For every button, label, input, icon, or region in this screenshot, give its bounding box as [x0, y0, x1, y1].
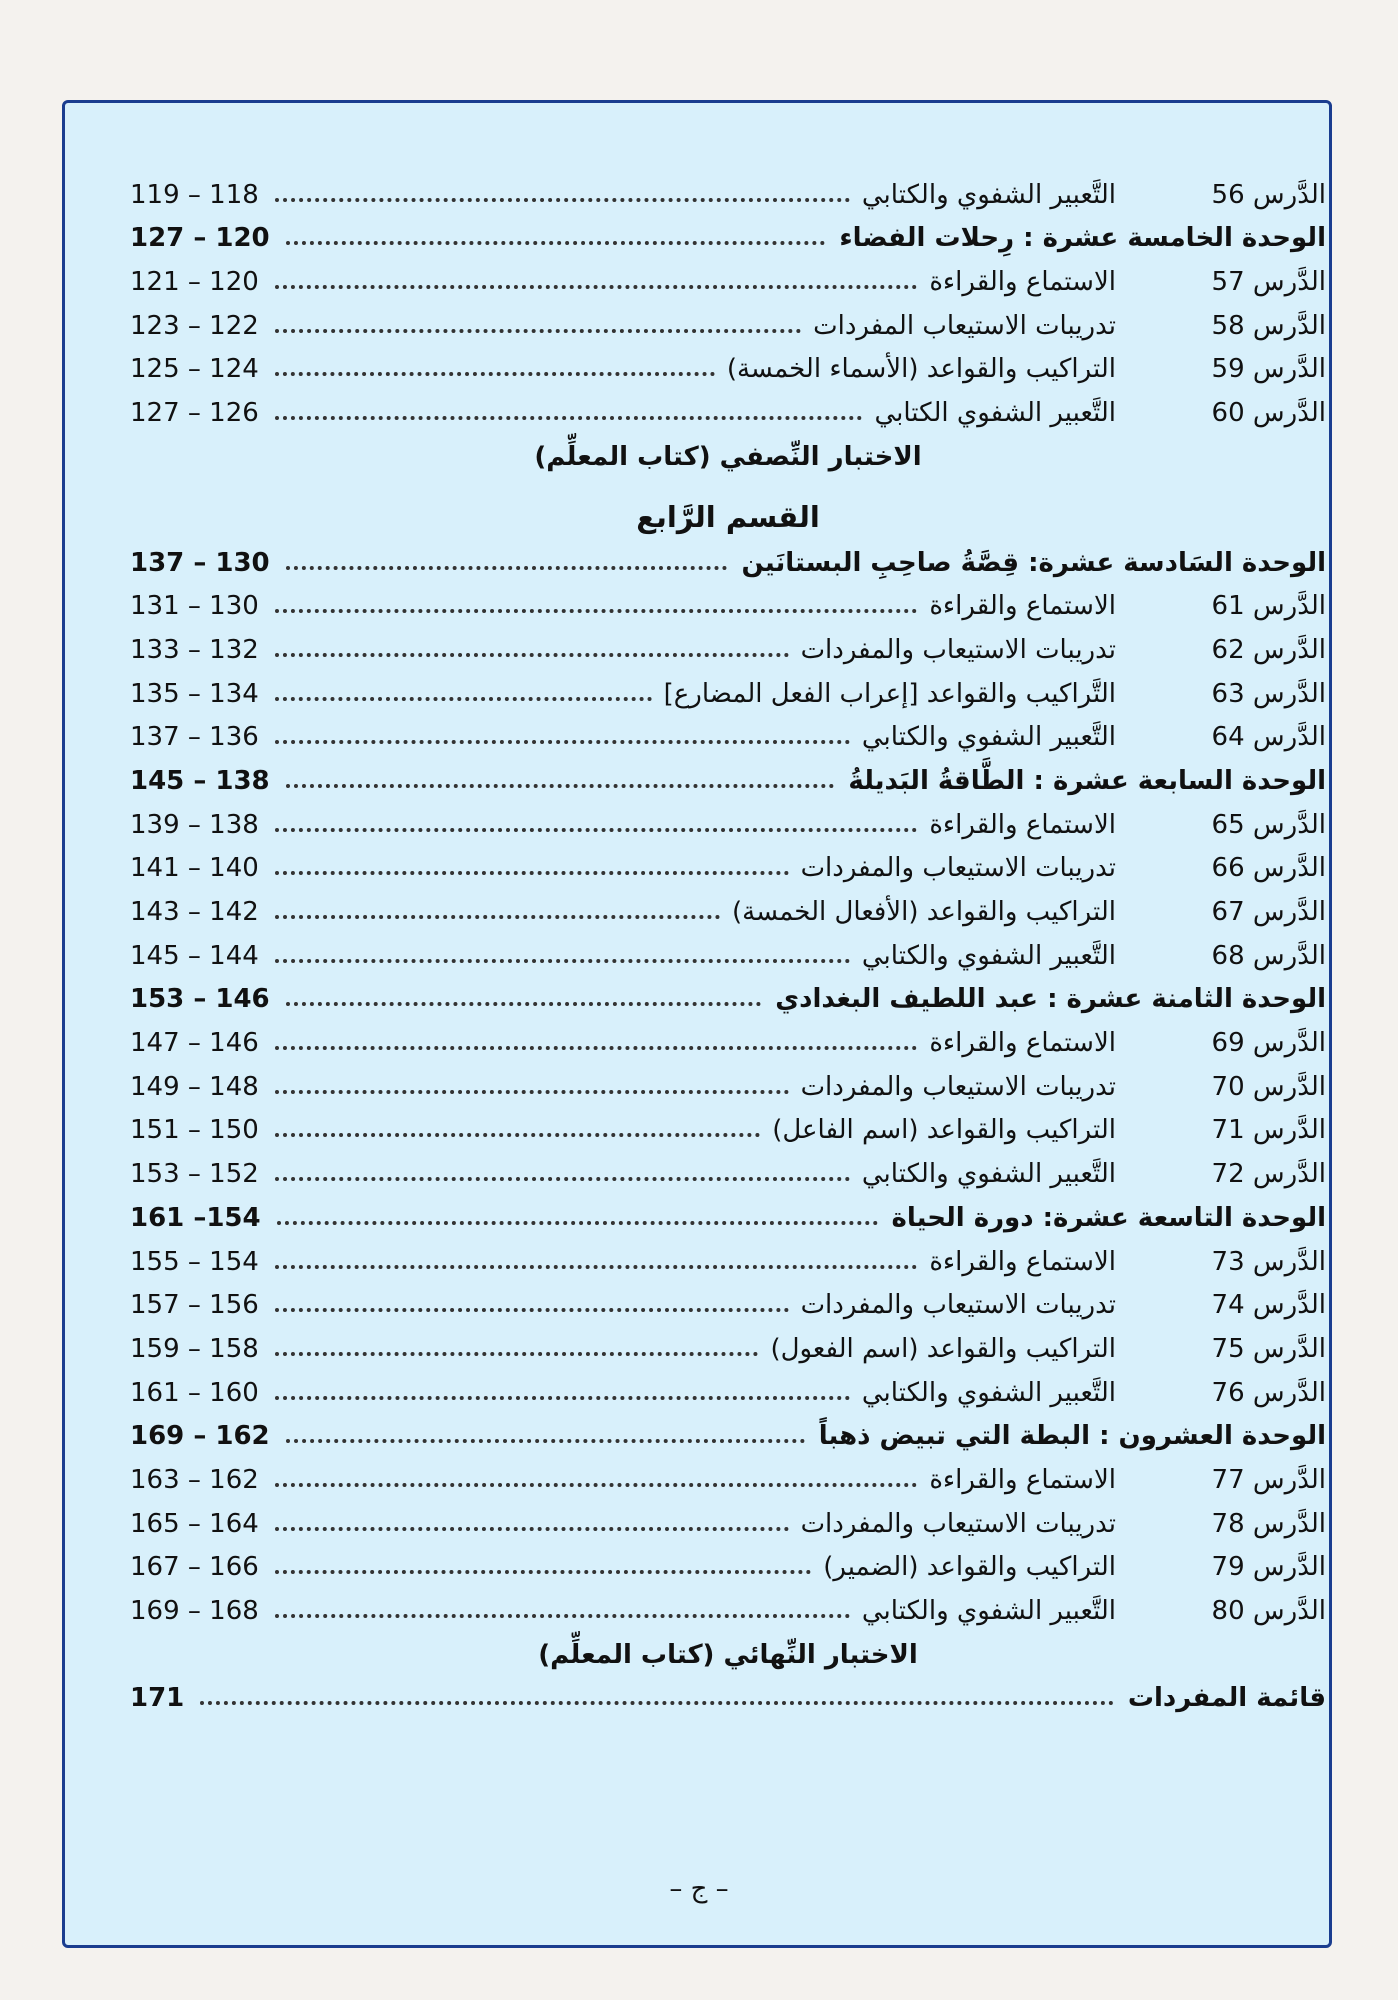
vocabulary-entry	[130, 1674, 1326, 1718]
lesson-entry	[130, 1586, 1326, 1630]
page-range: 161 – 160	[130, 1377, 259, 1408]
lesson-number: الدَّرس 73	[1211, 1246, 1326, 1277]
page-range: 127 – 120	[130, 223, 270, 254]
page-range: 153 – 146	[130, 984, 270, 1015]
unit-entry	[130, 975, 1326, 1019]
lesson-entry	[130, 1499, 1326, 1543]
page-range: 165 – 164	[130, 1508, 259, 1539]
page-range: 133 – 132	[130, 634, 259, 665]
entry-title: تدريبات الاستيعاب والمفردات	[800, 1071, 1116, 1102]
dot-leader	[275, 740, 850, 744]
dot-leader	[275, 1396, 850, 1400]
page-range: 145 – 144	[130, 940, 259, 971]
dot-leader	[275, 871, 789, 875]
unit-entry	[130, 1193, 1326, 1237]
entry-title: التَّعبير الشفوي والكتابي	[861, 1377, 1116, 1408]
dot-leader	[275, 1483, 918, 1487]
page-range: 137 – 136	[130, 722, 259, 753]
page-range: 169 – 168	[130, 1596, 259, 1626]
lesson-entry	[130, 713, 1326, 757]
lesson-number: الدَّرس 62	[1211, 634, 1326, 665]
lesson-number: الدَّرس 71	[1211, 1115, 1326, 1146]
dot-leader	[275, 1265, 918, 1269]
dot-leader	[275, 697, 652, 701]
lesson-number: الدَّرس 78	[1211, 1508, 1326, 1539]
unit-entry	[130, 756, 1326, 800]
lesson-number: الدَّرس 72	[1211, 1159, 1326, 1190]
entry-title: الوحدة الثامنة عشرة : عبد اللطيف البغدادي	[775, 984, 1326, 1015]
lesson-number: الدَّرس 69	[1211, 1028, 1326, 1059]
lesson-number: الدَّرس 76	[1211, 1377, 1326, 1408]
entry-title: التَّراكيب والقواعد [إعراب الفعل المضارع]	[663, 678, 1116, 709]
lesson-entry	[130, 887, 1326, 931]
lesson-number: الدَّرس 79	[1211, 1552, 1326, 1583]
entry-title: الاستماع والقراءة	[929, 591, 1116, 622]
entry-title: الاستماع والقراءة	[929, 809, 1116, 840]
page-range: 119 – 118	[130, 179, 259, 210]
lesson-number: الدَّرس 61	[1211, 591, 1326, 622]
dot-leader	[275, 1352, 759, 1356]
lesson-entry	[130, 844, 1326, 888]
lesson-number: الدَّرس 65	[1211, 809, 1326, 840]
lesson-entry	[130, 301, 1326, 345]
page-range: 125 – 124	[130, 354, 259, 385]
dot-leader	[275, 1527, 789, 1531]
entry-title: التَّعبير الشفوي والكتابي	[861, 1159, 1116, 1190]
lesson-number: الدَّرس 59	[1211, 354, 1326, 385]
entry-title: التراكيب والقواعد (الضمير)	[823, 1552, 1116, 1583]
lesson-number: الدَّرس 77	[1211, 1464, 1326, 1495]
dot-leader	[275, 828, 918, 832]
entry-title: التَّعبير الشفوي والكتابي	[861, 179, 1116, 210]
section-heading	[130, 476, 1326, 538]
entry-title: الوحدة السَادسة عشرة: قِصَّةُ صاحِبِ البستانَين	[741, 547, 1326, 578]
entry-title: التَّعبير الشفوي والكتابي	[861, 1596, 1116, 1626]
page-range: 139 – 138	[130, 809, 259, 840]
entry-title: تدريبات الاستيعاب والمفردات	[800, 634, 1116, 665]
lesson-entry	[130, 800, 1326, 844]
lesson-number: الدَّرس 57	[1211, 267, 1326, 298]
page-range: 169 – 162	[130, 1421, 270, 1452]
unit-entry	[130, 214, 1326, 258]
lesson-entry	[130, 388, 1326, 432]
lesson-entry	[130, 1368, 1326, 1412]
lesson-entry	[130, 582, 1326, 626]
page-range: 145 – 138	[130, 765, 270, 796]
entry-title: الوحدة السابعة عشرة : الطَّاقةُ البَديلةُ	[848, 765, 1326, 796]
entry-title: الوحدة الخامسة عشرة : رِحلات الفضاء	[839, 223, 1326, 254]
dot-leader	[275, 329, 801, 333]
dot-leader	[275, 416, 863, 420]
page-range: 147 – 146	[130, 1028, 259, 1059]
page-range: 161 –154	[130, 1202, 261, 1233]
dot-leader	[275, 1614, 850, 1618]
lesson-entry	[130, 257, 1326, 301]
lesson-entry	[130, 1106, 1326, 1150]
lesson-number: الدَّرس 66	[1211, 853, 1326, 884]
lesson-entry	[130, 1237, 1326, 1281]
entry-title: الاختبار النِّصفي (كتاب المعلِّم)	[534, 441, 922, 472]
dot-leader	[275, 959, 850, 963]
entry-title: الوحدة العشرون : البطة التي تبيض ذهباً	[818, 1421, 1326, 1452]
lesson-entry	[130, 170, 1326, 214]
dot-leader	[275, 1177, 850, 1181]
entry-title: الاستماع والقراءة	[929, 1246, 1116, 1277]
dot-leader	[286, 784, 835, 788]
lesson-number: الدَّرس 74	[1211, 1290, 1326, 1321]
dot-leader	[275, 372, 715, 376]
entry-title: التراكيب والقواعد (الأسماء الخمسة)	[726, 354, 1116, 385]
lesson-number: الدَّرس 68	[1211, 940, 1326, 971]
entry-title: الاستماع والقراءة	[929, 267, 1116, 298]
page-range: 151 – 150	[130, 1115, 259, 1146]
entry-title: التراكيب والقواعد (اسم الفعول)	[770, 1333, 1116, 1364]
dot-leader	[275, 1090, 789, 1094]
page-range: 163 – 162	[130, 1464, 259, 1495]
page-range: 149 – 148	[130, 1071, 259, 1102]
page-range: 123 – 122	[130, 310, 259, 341]
lesson-entry	[130, 1281, 1326, 1325]
entry-title: تدريبات الاستيعاب المفردات	[813, 310, 1116, 341]
page-range: 141 – 140	[130, 853, 259, 884]
page-range: 157 – 156	[130, 1290, 259, 1321]
dot-leader	[286, 241, 826, 245]
table-of-contents	[130, 170, 1326, 1717]
dot-leader	[275, 609, 918, 613]
unit-entry	[130, 538, 1326, 582]
page-range: 155 – 154	[130, 1246, 259, 1277]
page-footer: – ج –	[669, 1874, 729, 1904]
entry-title: التَّعبير الشفوي والكتابي	[861, 940, 1116, 971]
lesson-number: الدَّرس 60	[1211, 398, 1326, 429]
lesson-number: الدَّرس 58	[1211, 310, 1326, 341]
entry-title: الاستماع والقراءة	[929, 1464, 1116, 1495]
entry-title: تدريبات الاستيعاب والمفردات	[800, 1290, 1116, 1321]
entry-title: القسم الرَّابع	[636, 499, 820, 534]
entry-title: الاستماع والقراءة	[929, 1028, 1116, 1059]
page-range: 121 – 120	[130, 267, 259, 298]
dot-leader	[275, 285, 918, 289]
entry-title: الوحدة التاسعة عشرة: دورة الحياة	[891, 1202, 1326, 1233]
dot-leader	[275, 1308, 789, 1312]
lesson-number: الدَّرس 70	[1211, 1071, 1326, 1102]
page-range: 131 – 130	[130, 591, 259, 622]
entry-title: تدريبات الاستيعاب والمفردات	[800, 1508, 1116, 1539]
lesson-number: الدَّرس 56	[1211, 179, 1326, 210]
lesson-entry	[130, 1018, 1326, 1062]
lesson-entry	[130, 1455, 1326, 1499]
page-range: 167 – 166	[130, 1552, 259, 1583]
entry-title: التراكيب والقواعد (اسم الفاعل)	[772, 1115, 1116, 1146]
dot-leader	[277, 1221, 878, 1225]
page-range: 159 – 158	[130, 1333, 259, 1364]
lesson-entry	[130, 1324, 1326, 1368]
dot-leader	[275, 1133, 760, 1137]
entry-title: التراكيب والقواعد (الأفعال الخمسة)	[732, 897, 1116, 927]
lesson-entry	[130, 1149, 1326, 1193]
dot-leader	[275, 1570, 812, 1574]
exam-entry	[130, 1630, 1326, 1674]
page-range: 143 – 142	[130, 897, 259, 927]
lesson-number: الدَّرس 75	[1211, 1333, 1326, 1364]
entry-title: التَّعبير الشفوي الكتابي	[874, 398, 1116, 429]
dot-leader	[275, 653, 789, 657]
lesson-entry	[130, 931, 1326, 975]
dot-leader	[275, 198, 850, 202]
entry-title: التَّعبير الشفوي والكتابي	[861, 722, 1116, 753]
lesson-entry	[130, 345, 1326, 389]
dot-leader	[286, 566, 728, 570]
dot-leader	[286, 1439, 805, 1443]
exam-entry	[130, 432, 1326, 476]
lesson-number: الدَّرس 63	[1211, 678, 1326, 709]
page-range: 135 – 134	[130, 678, 259, 709]
entry-title: قائمة المفردات	[1127, 1683, 1326, 1714]
dot-leader	[200, 1701, 1114, 1705]
lesson-entry	[130, 669, 1326, 713]
unit-entry	[130, 1412, 1326, 1456]
entry-title: تدريبات الاستيعاب والمفردات	[800, 853, 1116, 884]
lesson-number: الدَّرس 80	[1211, 1596, 1326, 1626]
entry-title: الاختبار النِّهائي (كتاب المعلِّم)	[538, 1639, 918, 1670]
lesson-entry	[130, 625, 1326, 669]
lesson-entry	[130, 1543, 1326, 1587]
lesson-number: الدَّرس 67	[1211, 897, 1326, 927]
page-range: 171	[130, 1683, 185, 1714]
lesson-number: الدَّرس 64	[1211, 722, 1326, 753]
lesson-entry	[130, 1062, 1326, 1106]
page-range: 127 – 126	[130, 398, 259, 429]
dot-leader	[275, 915, 720, 919]
page-range: 153 – 152	[130, 1159, 259, 1190]
dot-leader	[286, 1002, 762, 1006]
page-range: 137 – 130	[130, 547, 270, 578]
dot-leader	[275, 1046, 918, 1050]
